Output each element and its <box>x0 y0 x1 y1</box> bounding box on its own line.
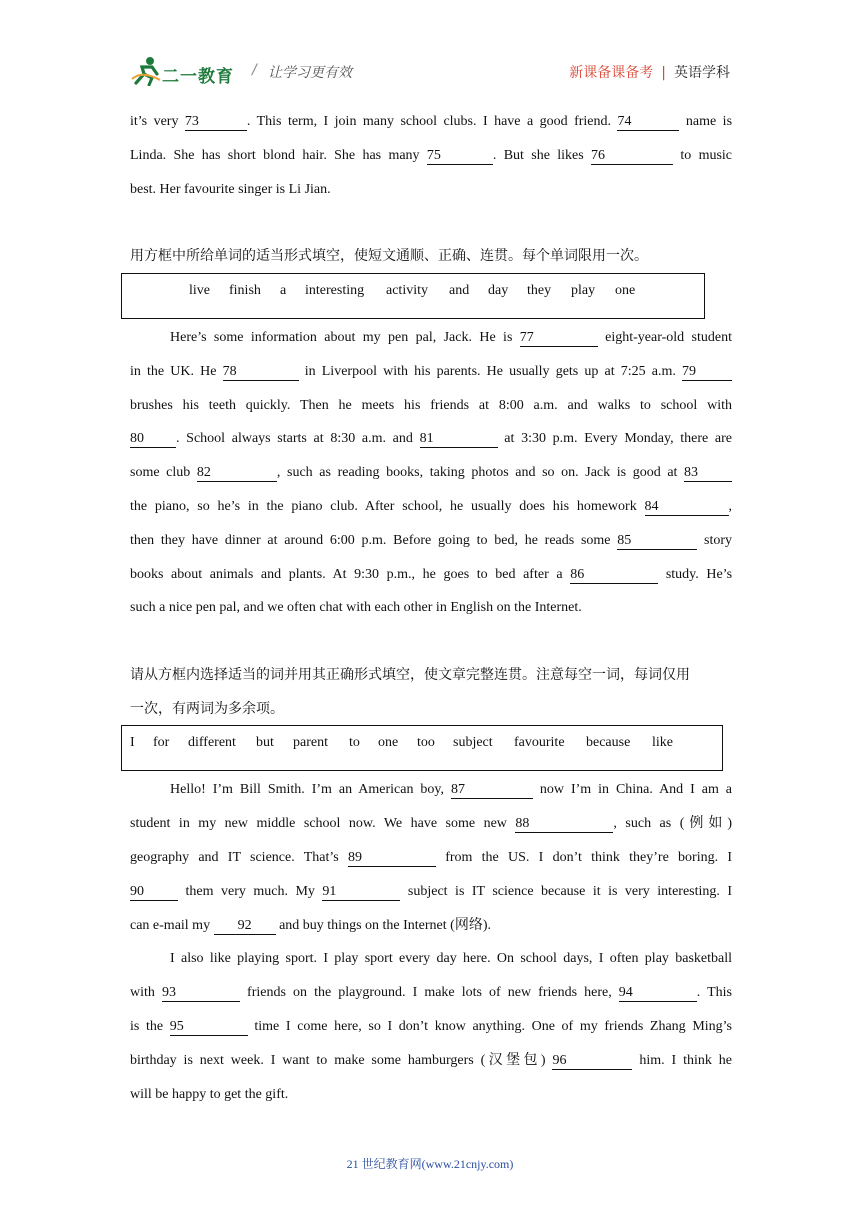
passage2-line8: books about animals and plants. At 9:30 p.m., he goes to bed after a 86 study. He’s <box>130 567 733 582</box>
blank-89[interactable]: 89 <box>348 850 436 867</box>
passage3-line1: Hello! I’m Bill Smith. I’m an American boy, 87 now I’m in China. And I am a <box>170 782 732 797</box>
passage3-line3: geography and IT science. That’s 89 from the US. I don’t think they’re boring. I <box>130 850 733 865</box>
passage3-line7: with 93 friends on the playground. I make lots of new friends here, 94 . This <box>130 985 733 1000</box>
word-box-item: like <box>652 735 673 750</box>
blank-81[interactable]: 81 <box>420 431 498 448</box>
word-box-item: subject <box>453 735 493 750</box>
word-box-item: a <box>280 283 287 298</box>
passage3-line10: will be happy to get the gift. <box>130 1087 289 1102</box>
blank-91[interactable]: 91 <box>322 884 400 901</box>
word-box-item: activity <box>386 283 428 298</box>
passage2-line3: brushes his teeth quickly. Then he meets his friends at 8:00 a.m. and walks to school with <box>130 398 732 413</box>
blank-87[interactable]: 87 <box>451 782 533 799</box>
blank-83[interactable]: 83 <box>684 465 732 482</box>
word-box-item: one <box>378 735 399 750</box>
section2-instruction: 用方框中所给单词的适当形式填空，使短文通顺、正确、连贯。每个单词限用一次。 <box>130 248 648 264</box>
passage1-line2: Linda. She has short blond hair. She has many 75 . But she likes 76 to music <box>130 148 733 163</box>
word-box-item: I <box>130 735 135 750</box>
passage2-line4: 80 . School always starts at 8:30 a.m. and 81 at 3:30 p.m. Every Monday, there are <box>130 431 733 446</box>
section3-instruction-2: 一次，有两词为多余项。 <box>130 701 284 717</box>
slogan: 让学习更有效 <box>268 65 352 81</box>
word-box-item: favourite <box>514 735 565 750</box>
blank-73[interactable]: 73 <box>185 114 247 131</box>
word-box-item: live <box>189 283 210 298</box>
blank-95[interactable]: 95 <box>170 1019 248 1036</box>
blank-80[interactable]: 80 <box>130 431 176 448</box>
blank-76[interactable]: 76 <box>591 148 673 165</box>
passage3-line4: 90 them very much. My 91 subject is IT science because it is very interesting. I <box>130 884 733 899</box>
word-box-item: too <box>417 735 435 750</box>
page-header <box>130 56 730 90</box>
passage3-line8: is the 95 time I come here, so I don’t know anything. One of my friends Zhang Ming’s <box>130 1019 732 1034</box>
header-right <box>569 62 730 82</box>
passage2-line9: such a nice pen pal, and we often chat with each other in English on the Internet. <box>130 600 582 615</box>
passage2-line2: in the UK. He 78 in Liverpool with his parents. He usually gets up at 7:25 a.m. 79 <box>130 363 732 381</box>
word-box-item: for <box>153 735 170 750</box>
passage3-line6: I also like playing sport. I play sport every day here. On school days, I often play basketball <box>170 951 732 966</box>
blank-92[interactable]: 92 <box>214 918 276 935</box>
passage3-line9: birthday is next week. I want to make some hamburgers (汉堡包) 96 him. I think he <box>130 1053 733 1068</box>
slogan-separator: / <box>252 62 257 78</box>
runner-logo-icon <box>130 56 164 86</box>
passage1-line3: best. Her favourite singer is Li Jian. <box>130 182 331 197</box>
word-box-item: parent <box>293 735 328 750</box>
blank-74[interactable]: 74 <box>617 114 679 131</box>
logo-text: 二一教育 <box>162 67 234 87</box>
word-box-item: because <box>586 735 631 750</box>
blank-85[interactable]: 85 <box>617 533 697 550</box>
word-box-item: different <box>188 735 236 750</box>
blank-86[interactable]: 86 <box>570 567 658 584</box>
passage3-line5: can e-mail my 92 and buy things on the Internet (网络). <box>130 918 491 933</box>
word-box-item: to <box>349 735 360 750</box>
passage2-line5: some club 82 , such as reading books, taking photos and so on. Jack is good at 83 <box>130 464 732 482</box>
header-divider: | <box>661 65 666 81</box>
word-box-item: one <box>615 283 636 298</box>
passage2-line6: the piano, so he’s in the piano club. After school, he usually does his homework 84 , <box>130 499 733 514</box>
blank-88[interactable]: 88 <box>515 816 613 833</box>
word-box-item: they <box>527 283 552 298</box>
blank-96[interactable]: 96 <box>552 1053 632 1070</box>
blank-93[interactable]: 93 <box>162 985 240 1002</box>
blank-84[interactable]: 84 <box>645 499 729 516</box>
passage2-line7: then they have dinner at around 6:00 p.m. Before going to bed, he reads some 85 story <box>130 533 733 548</box>
word-box-item: and <box>449 283 470 298</box>
passage3-line2: student in my new middle school now. We have some new 88 , such as (例如) <box>130 816 732 831</box>
blank-79[interactable]: 79 <box>682 364 732 381</box>
blank-82[interactable]: 82 <box>197 465 277 482</box>
word-box-item: play <box>571 283 596 298</box>
word-box-3 <box>121 725 723 771</box>
passage1-line1: it’s very 73 . This term, I join many school clubs. I have a good friend. 74 name is <box>130 114 733 129</box>
blank-77[interactable]: 77 <box>520 330 598 347</box>
passage2-line1: Here’s some information about my pen pal, Jack. He is 77 eight-year-old student <box>170 330 732 345</box>
word-box-item: finish <box>229 283 261 298</box>
blank-78[interactable]: 78 <box>223 364 299 381</box>
blank-90[interactable]: 90 <box>130 884 178 901</box>
word-box-item: day <box>488 283 509 298</box>
page-footer: 21 世纪教育网(www.21cnjy.com) <box>346 1157 514 1171</box>
word-box-2 <box>121 273 705 319</box>
word-box-item: interesting <box>305 283 365 298</box>
word-box-item: but <box>256 735 274 750</box>
section3-instruction-1: 请从方框内选择适当的词并用其正确形式填空，使文章完整连贯。注意每空一词，每词仅用 <box>130 667 690 683</box>
blank-94[interactable]: 94 <box>619 985 697 1002</box>
brand-logo <box>130 56 240 90</box>
blank-75[interactable]: 75 <box>427 148 493 165</box>
subject-label: 英语学科 <box>674 65 730 81</box>
course-label: 新课备课备考 <box>569 65 654 81</box>
